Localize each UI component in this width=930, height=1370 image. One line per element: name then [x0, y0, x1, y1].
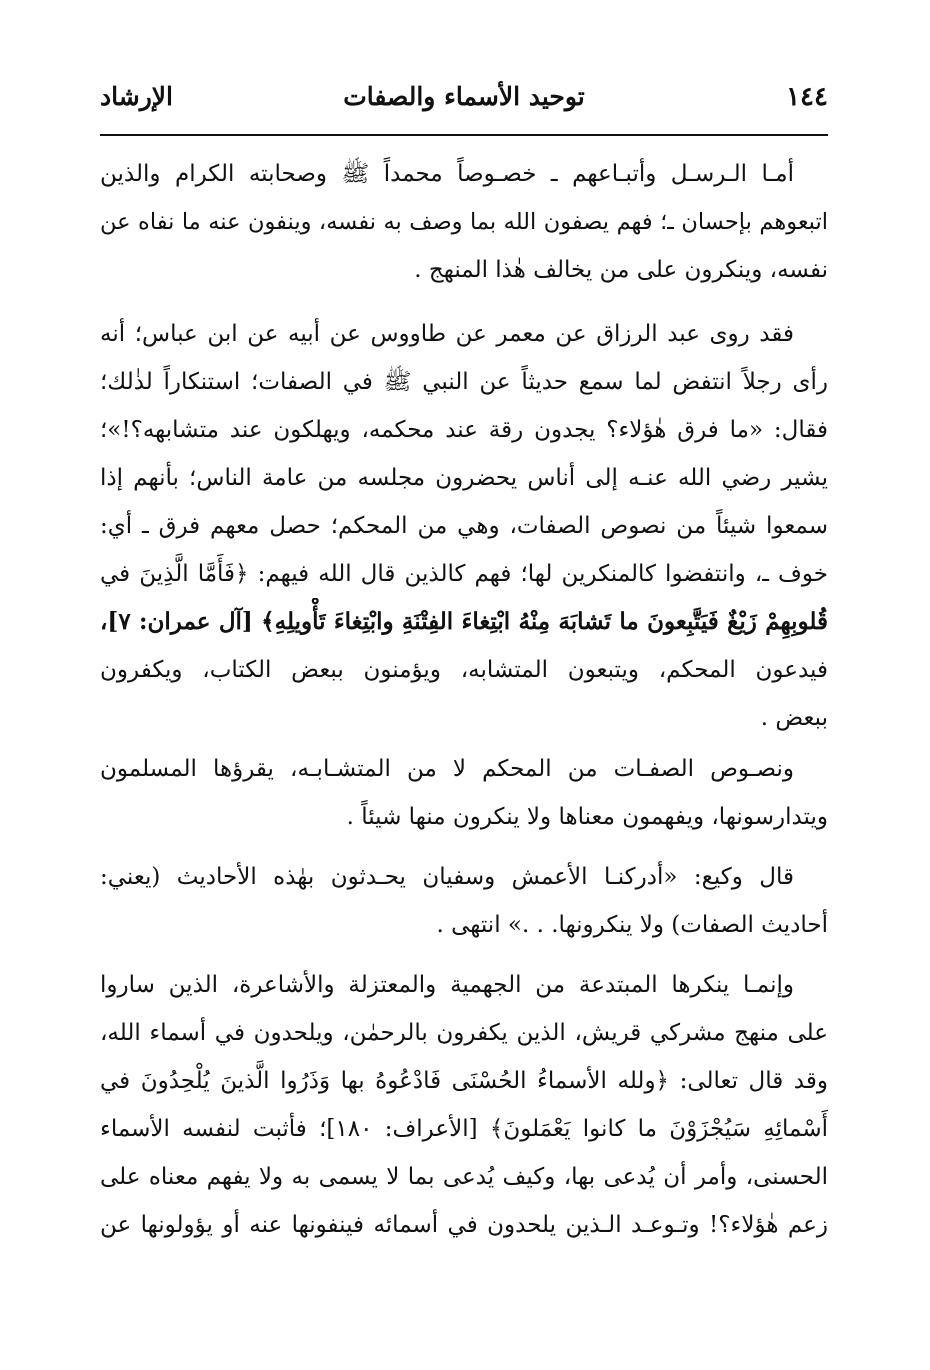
text-line: فيدعون المحكم، ويتبعون المتشابه، ويؤمنون ببعض الكتاب، ويكفرون	[100, 657, 828, 683]
text-line: وقد قال تعالى: ﴿ولله الأسماءُ الحُسْنَى فَادْعُوهُ بها وَذَرُوا الَّذينَ يُلْحِدُونَ في	[100, 1068, 828, 1094]
text-line: زعم هٰؤلاء؟! وتـوعـد الـذين يلحدون في أسمائه فينفونها عنه أو يؤولونها عن	[100, 1212, 828, 1238]
paragraph-3	[100, 745, 828, 841]
text-line: رأى رجلاً انتفض لما سمع حديثاً عن النبي ﷺ في الصفات؛ استنكاراً لذٰلك؛	[100, 369, 828, 395]
text-line: فقد روى عبد الرزاق عن معمر عن طاووس عن أبيه عن ابن عباس؛ أنه	[100, 321, 794, 347]
text-line: وإنمـا ينكرها المبتدعة من الجهمية والمعتزلة والأشاعرة، الذين ساروا	[100, 972, 794, 998]
text-line: أَسْمائِهِ سَيُجْزَوْنَ ما كانوا يَعْمَلونَ﴾ [الأعراف: ١٨٠]؛ فأثبت لنفسه الأسماء	[100, 1116, 828, 1142]
book-title: الإرشاد	[100, 82, 173, 111]
text-line: فقال: «ما فرق هٰؤلاء؟ يجدون رقة عند محكمه، ويهلكون عند متشابهه؟!»؛	[100, 417, 828, 443]
text-line: ببعض .	[760, 705, 828, 731]
text-line: الحسنى، وأمر أن يُدعى بها، وكيف يُدعى بما لا يسمى به ولا يفهم معناه على	[100, 1164, 828, 1190]
header-rule	[100, 134, 828, 136]
text-line: يشير رضي الله عنـه إلى أناس يحضرون مجلسه من عامة الناس؛ بأنهم إذا	[100, 465, 828, 491]
text-line: قال وكيع: «أدركنـا الأعمش وسفيان يحـدثون بهٰذه الأحاديث (يعني:	[100, 864, 794, 890]
paragraph-1	[100, 150, 828, 294]
text-line: سمعوا شيئاً من نصوص الصفات، وهي من المحكم؛ حصل معهم فرق ـ أي:	[100, 513, 828, 539]
text-line: نفسه، وينكرون على من يخالف هٰذا المنهج .	[414, 257, 828, 283]
text-line: أحاديث الصفات) ولا ينكرونها. . .» انتهى .	[436, 912, 828, 938]
chapter-title: توحيد الأسماء والصفات	[343, 82, 585, 111]
quran-verse-line: قُلوبِهِمْ زَيْغٌ فَيَتَّبِعونَ ما تَشابَهَ مِنْهُ ابْتِغاءَ الفِتْنَةِ وابْتِغاءَ تَأْويلِهِ﴾ [آل عمران: ٧]،	[100, 608, 828, 635]
text-line: ويتدارسونها، ويفهمون معناها ولا ينكرون منها شيئاً .	[346, 804, 828, 830]
text-line: أمـا الـرسـل وأتبـاعهم ـ خصـوصاً محمداً ﷺ وصحابته الكرام والذين	[100, 161, 794, 187]
page-number: ١٤٤	[786, 82, 828, 112]
text-line: اتبعوهم بإحسان ـ؛ فهم يصفون الله بما وصف به نفسه، وينفون عنه ما نفاه عن	[100, 209, 828, 235]
text-line: على منهج مشركي قريش، الذين يكفرون بالرحمٰن، ويلحدون في أسماء الله،	[100, 1020, 828, 1046]
paragraph-2	[100, 310, 828, 742]
running-header	[100, 82, 828, 126]
text-line: خوف ـ، وانتفضوا كالمنكرين لها؛ فهم كالذين قال الله فيهم: ﴿فَأَمَّا الَّذِينَ في	[100, 561, 828, 587]
text-line: ونصـوص الصفـات من المحكم لا من المتشـابـه، يقرؤها المسلمون	[100, 756, 794, 782]
paragraph-4	[100, 853, 828, 949]
paragraph-5	[100, 961, 828, 1249]
